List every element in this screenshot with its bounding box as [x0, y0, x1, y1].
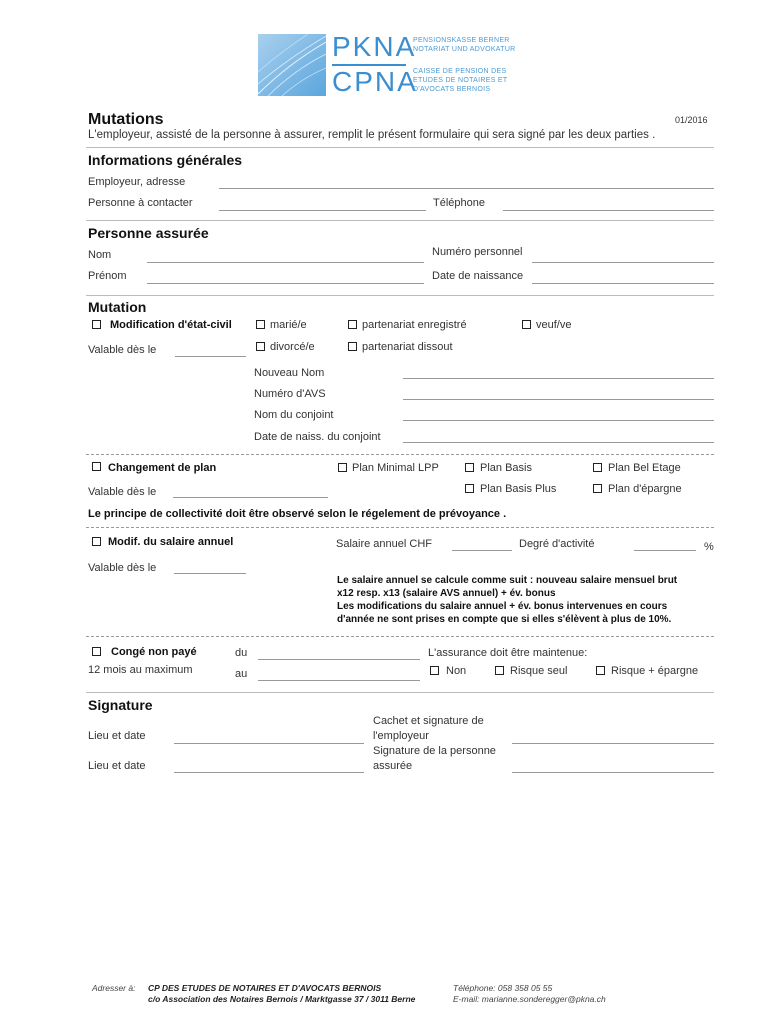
spouse-birth-field[interactable] [403, 442, 714, 443]
leave-to-field[interactable] [258, 680, 420, 681]
plan-epargne-label: Plan d'épargne [608, 483, 682, 495]
new-name-label: Nouveau Nom [254, 367, 325, 379]
insurance-label: L'assurance doit être maintenue: [428, 647, 588, 659]
footer-phone: Téléphone: 058 358 05 55 [453, 983, 553, 993]
personal-number-label: Numéro personnel [432, 246, 523, 258]
plan-valid-from-field[interactable] [173, 497, 328, 498]
salary-note-3: Les modifications du salaire annuel + év. bonus intervenues en cours [337, 601, 668, 612]
insurance-no-label: Non [446, 665, 467, 677]
logo-de-1: PENSIONSKASSE BERNER [413, 37, 510, 44]
personal-number-field[interactable] [532, 262, 714, 263]
section-mutation-heading: Mutation [88, 299, 147, 315]
salary-note-1: Le salaire annuel se calcule comme suit : nouveau salaire mensuel brut [337, 575, 678, 586]
logo-pkna: PKNA [332, 31, 417, 62]
salary-note-4: d'année ne sont prises en compte que si elles s'élèvent à plus de 10%. [337, 614, 672, 625]
firstname-field[interactable] [147, 283, 424, 284]
footer-send-to: Adresser à: [92, 983, 136, 993]
divider-dashed [86, 454, 714, 455]
plan-basis-plus-checkbox[interactable] [465, 484, 474, 493]
plan-basis-plus-label: Plan Basis Plus [480, 483, 557, 495]
divider [86, 147, 714, 148]
place-date-field-2[interactable] [174, 772, 364, 773]
section-signature-heading: Signature [88, 697, 153, 713]
salary-label: Modif. du salaire annuel [108, 536, 234, 548]
leave-max-label: 12 mois au maximum [88, 664, 193, 676]
divider-dashed [86, 636, 714, 637]
logo-fr-1: CAISSE DE PENSION DES [413, 68, 507, 75]
divider [86, 220, 714, 221]
insurance-no-checkbox[interactable] [430, 666, 439, 675]
plan-change-checkbox[interactable] [92, 462, 101, 471]
employer-stamp-label-1: Cachet et signature de [373, 715, 484, 727]
footer-org-2: c/o Association des Notaires Bernois / Marktgasse 37 / 3011 Berne [148, 994, 416, 1004]
civil-status-label: Modification d'état-civil [110, 319, 232, 331]
married-label: marié/e [270, 319, 307, 331]
partnership-dissolved-label: partenariat dissout [362, 341, 453, 353]
plan-bel-etage-label: Plan Bel Etage [608, 462, 681, 474]
divorced-label: divorcé/e [270, 341, 315, 353]
insured-signature-label-1: Signature de la personne [373, 745, 496, 757]
divider-dashed [86, 527, 714, 528]
spouse-birth-label: Date de naiss. du conjoint [254, 431, 381, 443]
new-name-field[interactable] [403, 378, 714, 379]
place-date-label-1: Lieu et date [88, 730, 146, 742]
insurance-risk-saving-label: Risque + épargne [611, 665, 699, 677]
spouse-name-field[interactable] [403, 420, 714, 421]
civil-valid-from-field[interactable] [175, 356, 246, 357]
collectivity-note: Le principe de collectivité doit être observé selon le régelement de prévoyance . [88, 508, 507, 520]
percent-sign: % [704, 541, 714, 553]
widowed-checkbox[interactable] [522, 320, 531, 329]
divider [86, 295, 714, 296]
insurance-risk-checkbox[interactable] [495, 666, 504, 675]
activity-label: Degré d'activité [519, 538, 595, 550]
salary-note-2: x12 resp. x13 (salaire AVS annuel) + év. bonus [337, 588, 556, 599]
plan-basis-label: Plan Basis [480, 462, 532, 474]
employer-signature-field[interactable] [512, 743, 714, 744]
form-version: 01/2016 [675, 115, 708, 125]
plan-basis-checkbox[interactable] [465, 463, 474, 472]
avs-label: Numéro d'AVS [254, 388, 326, 400]
phone-field[interactable] [503, 210, 714, 211]
section-insured-heading: Personne assurée [88, 225, 209, 241]
place-date-label-2: Lieu et date [88, 760, 146, 772]
divorced-checkbox[interactable] [256, 342, 265, 351]
section-general-heading: Informations générales [88, 152, 243, 168]
plan-valid-from-label: Valable dès le [88, 486, 157, 498]
spouse-name-label: Nom du conjoint [254, 409, 334, 421]
firstname-label: Prénom [88, 270, 127, 282]
page-title: Mutations [88, 111, 164, 128]
birthdate-field[interactable] [532, 283, 714, 284]
place-date-field-1[interactable] [174, 743, 364, 744]
leave-from-field[interactable] [258, 659, 420, 660]
leave-label: Congé non payé [111, 646, 197, 658]
phone-label: Téléphone [433, 197, 485, 209]
insured-signature-label-2: assurée [373, 760, 413, 772]
birthdate-label: Date de naissance [432, 270, 524, 282]
employer-stamp-label-2: l'employeur [373, 730, 429, 742]
registered-partnership-label: partenariat enregistré [362, 319, 467, 331]
registered-partnership-checkbox[interactable] [348, 320, 357, 329]
logo-de-2: NOTARIAT UND ADVOKATUR [413, 46, 516, 53]
plan-change-label: Changement de plan [108, 462, 217, 474]
insured-signature-field[interactable] [512, 772, 714, 773]
footer-email: E-mail: marianne.sonderegger@pkna.ch [453, 994, 606, 1004]
salary-valid-from-label: Valable dès le [88, 562, 157, 574]
salary-chf-label: Salaire annuel CHF [336, 538, 432, 550]
logo-fr-2: ETUDES DE NOTAIRES ET [413, 77, 508, 84]
plan-bel-etage-checkbox[interactable] [593, 463, 602, 472]
civil-status-checkbox[interactable] [92, 320, 101, 329]
salary-chf-field[interactable] [452, 550, 512, 551]
contact-label: Personne à contacter [88, 197, 193, 209]
insurance-risk-label: Risque seul [510, 665, 568, 677]
plan-epargne-checkbox[interactable] [593, 484, 602, 493]
activity-field[interactable] [634, 550, 696, 551]
widowed-label: veuf/ve [536, 319, 572, 331]
avs-field[interactable] [403, 399, 714, 400]
employer-label: Employeur, adresse [88, 176, 186, 188]
logo-graphic [258, 34, 326, 96]
name-field[interactable] [147, 262, 424, 263]
plan-minimal-label: Plan Minimal LPP [352, 462, 439, 474]
logo-fr-3: D'AVOCATS BERNOIS [413, 86, 491, 93]
name-label: Nom [88, 249, 112, 261]
partnership-dissolved-checkbox[interactable] [348, 342, 357, 351]
footer-org-1: CP DES ETUDES DE NOTAIRES ET D'AVOCATS BERNOIS [148, 983, 382, 993]
civil-valid-from-label: Valable dès le [88, 344, 157, 356]
married-checkbox[interactable] [256, 320, 265, 329]
leave-checkbox[interactable] [92, 647, 101, 656]
insurance-risk-saving-checkbox[interactable] [596, 666, 605, 675]
salary-valid-from-field[interactable] [174, 573, 246, 574]
leave-to-label: au [235, 668, 248, 680]
leave-from-label: du [235, 647, 248, 659]
plan-minimal-checkbox[interactable] [338, 463, 347, 472]
logo-cpna: CPNA [332, 66, 418, 97]
employer-field[interactable] [219, 188, 714, 189]
form-intro: L'employeur, assisté de la personne à assurer, remplit le présent formulaire qui sera signé par les deux parties . [88, 129, 656, 141]
salary-checkbox[interactable] [92, 537, 101, 546]
contact-field[interactable] [219, 210, 426, 211]
divider [86, 692, 714, 693]
